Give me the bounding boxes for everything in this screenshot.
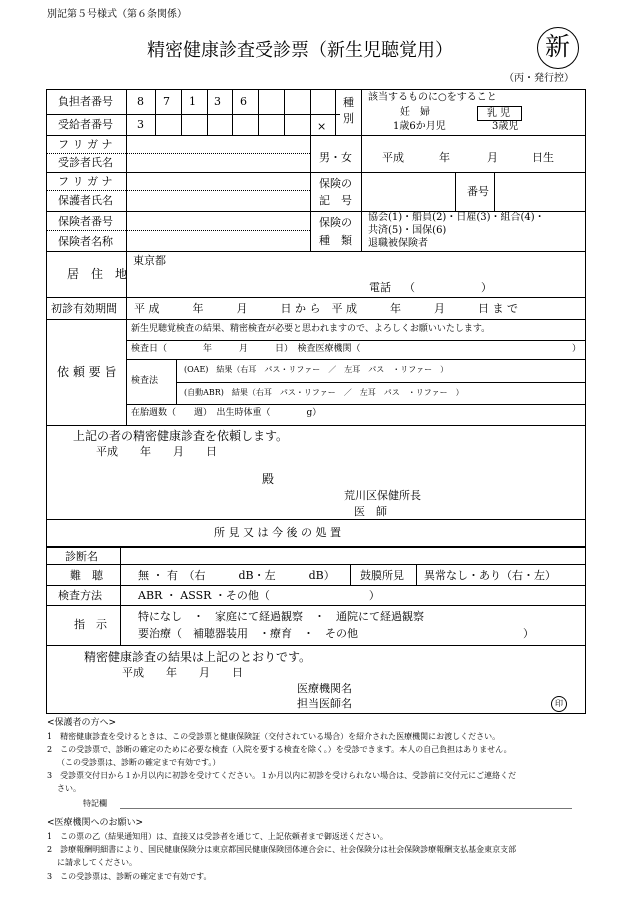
- guardian-note-2a: 2 この受診票で、診断の確定のために必要な検査（入院を要する検査を除く。）を受診できます。本人の自己負担はありません。: [47, 745, 512, 754]
- eardrum-label: 鼓膜所見: [360, 569, 404, 582]
- cross-mark: ×: [317, 120, 327, 133]
- special-notes-label: 特記欄: [83, 799, 107, 808]
- guardian-name-label: 保護者氏名: [58, 194, 113, 207]
- instruction-line-2-close: ）: [523, 627, 534, 640]
- seal-label: 印: [555, 699, 563, 708]
- burden-digit-3[interactable]: 1: [189, 95, 196, 108]
- insurance-symbol-label-1: 保険の: [319, 177, 352, 190]
- validity-label: 初診有効期間: [51, 302, 117, 315]
- referral-issuer: 荒川区保健所長: [344, 489, 421, 502]
- category-label-2: 別: [343, 112, 354, 125]
- doctor-label: 担当医師名: [297, 697, 352, 710]
- category-3y[interactable]: 3歳児: [492, 121, 519, 132]
- insurance-types-2[interactable]: 共済(5)・国保(6): [368, 225, 447, 236]
- instruction-line-1[interactable]: 特になし ・ 家庭にて経過観察 ・ 通院にて経過観察: [138, 610, 424, 623]
- birth-era: 平成: [382, 151, 404, 164]
- birth-year: 年: [439, 151, 450, 164]
- validity-period[interactable]: 平 成 年 月 日 か ら 平 成 年 月 日 ま で: [134, 302, 518, 315]
- diagnosis-label: 診断名: [65, 550, 98, 563]
- guardian-note-3a: 3 受診票交付日から１か月以内に初診を受けてください。１か月以内に初診を受けられない場合は、受診前に交付元にご連絡くだ: [47, 771, 517, 780]
- gestation-weight[interactable]: 在胎週数（ 週） 出生時体重（ g）: [131, 408, 322, 418]
- result-text: 精密健康診査の結果は上記のとおりです。: [84, 650, 312, 664]
- new-stamp-label: 新: [545, 32, 571, 61]
- recipient-number-label: 受給者番号: [58, 118, 113, 131]
- recipient-digit-1[interactable]: 3: [137, 118, 144, 131]
- insurer-name-label: 保険者名称: [58, 235, 113, 248]
- exam-method-label: 検査法: [131, 376, 159, 386]
- insurance-type-label-2: 種 類: [319, 234, 352, 247]
- institution-note-2b: に請求してください。: [57, 858, 137, 867]
- category-infant-box[interactable]: [477, 106, 522, 121]
- referral-date[interactable]: 平成 年 月 日: [96, 445, 217, 458]
- burden-digit-5[interactable]: 6: [240, 95, 247, 108]
- seal-mark: [551, 696, 567, 712]
- insurance-types-3[interactable]: 退職被保険者: [368, 238, 428, 249]
- exam-date-close: ）: [572, 344, 582, 354]
- hearing-loss-value[interactable]: 無 ・ 有 （右 dB・左 dB）: [138, 569, 335, 582]
- burden-digit-2[interactable]: 7: [163, 95, 170, 108]
- sex-selector[interactable]: 男・女: [319, 151, 352, 164]
- guardian-note-1: 1 精密健康診査を受けるときは、この受診票と健康保険証（交付されている場合）を紹介された医療機関にお渡しください。: [47, 732, 501, 741]
- exam-method-findings-value[interactable]: ABR ・ ASSR ・その他（ ）: [138, 589, 380, 602]
- birth-day: 日生: [532, 151, 554, 164]
- category-18m[interactable]: 1歳6か月児: [393, 121, 446, 132]
- referral-doctor: 医 師: [354, 505, 387, 518]
- request-label: 依 頼 要 旨: [57, 365, 117, 379]
- institution-label: 医療機関名: [297, 682, 352, 695]
- insurance-types-1[interactable]: 協会(1)・船員(2)・日雇(3)・組合(4)・: [368, 212, 545, 223]
- address-label: 居 住 地: [67, 267, 128, 281]
- burden-number-label: 負担者番号: [58, 95, 113, 108]
- address-value[interactable]: 東京都: [133, 254, 166, 267]
- category-instruction: 該当するものに○をすること: [368, 92, 497, 103]
- birth-month: 月: [487, 151, 498, 164]
- burden-digit-4[interactable]: 3: [214, 95, 221, 108]
- abr-result[interactable]: (自動ABR) 結果（右耳 パス・リファー ／ 左耳 パス ・リファー ）: [184, 388, 464, 397]
- burden-digit-1[interactable]: 8: [137, 95, 144, 108]
- patient-name-label: 受診者氏名: [58, 156, 113, 169]
- number-label: 番号: [467, 185, 489, 198]
- phone-field[interactable]: （ ）: [404, 281, 492, 294]
- new-stamp: [537, 27, 579, 69]
- furigana-label-2: フ リ ガ ナ: [58, 175, 113, 188]
- page-title: 精密健康診査受診票（新生児聴覚用）: [147, 40, 453, 61]
- special-notes-line: [120, 808, 572, 809]
- furigana-label-1: フ リ ガ ナ: [58, 138, 113, 151]
- category-infant: 乳 児: [487, 108, 511, 119]
- exam-date-line[interactable]: 検査日（ 年 月 日） 検査医療機関（: [131, 344, 361, 354]
- guardian-notes-title: <保護者の方へ>: [47, 718, 117, 728]
- copy-note: （丙・発行控）: [504, 73, 574, 84]
- insurer-number-label: 保険者番号: [58, 215, 113, 228]
- phone-label: 電話: [369, 281, 391, 294]
- exam-method-findings-label: 検査方法: [58, 589, 102, 602]
- findings-header: 所 見 又 は 今 後 の 処 置: [214, 526, 341, 539]
- referral-dono: 殿: [262, 472, 275, 486]
- instruction-line-2[interactable]: 要治療（ 補聴器装用 ・療育 ・ その他: [138, 627, 358, 640]
- category-label-1: 種: [343, 96, 354, 109]
- category-pregnant[interactable]: 妊 婦: [400, 107, 430, 118]
- eardrum-value[interactable]: 異常なし・あり（右・左）: [424, 569, 556, 582]
- guardian-note-3b: さい。: [57, 784, 81, 793]
- insurance-type-label-1: 保険の: [319, 216, 352, 229]
- result-date[interactable]: 平成 年 月 日: [122, 666, 243, 679]
- request-intro: 新生児聴覚検査の結果、精密検査が必要と思われますので、よろしくお願いいたします。: [131, 324, 491, 334]
- form-table: [46, 89, 586, 547]
- institution-notes-title: <医療機関へのお願い>: [47, 818, 144, 828]
- institution-note-2a: 2 診療報酬明細書により、国民健康保険分は東京都国民健康保険団体連合会に、社会保険分は社会保険診療報酬支払基金東京支部: [47, 845, 517, 854]
- institution-note-1: 1 この票の乙（結果通知用）は、直接又は受診者を通じて、上記依頼者まで御返送ください。: [47, 832, 388, 841]
- instruction-label: 指 示: [74, 618, 107, 631]
- guardian-note-2b: （この受診票は、診断の確定まで有効です。）: [57, 758, 221, 767]
- hearing-loss-label: 難 聴: [70, 569, 103, 582]
- oae-result[interactable]: (OAE) 結果（右耳 パス・リファー ／ 左耳 パス ・リファー ）: [184, 365, 449, 374]
- insurance-symbol-label-2: 記 号: [319, 194, 352, 207]
- institution-note-3: 3 この受診票は、診断の確定まで有効です。: [47, 872, 212, 881]
- referral-text: 上記の者の精密健康診査を依頼します。: [73, 429, 289, 443]
- form-number: 別記第５号様式（第６条関係）: [47, 9, 187, 20]
